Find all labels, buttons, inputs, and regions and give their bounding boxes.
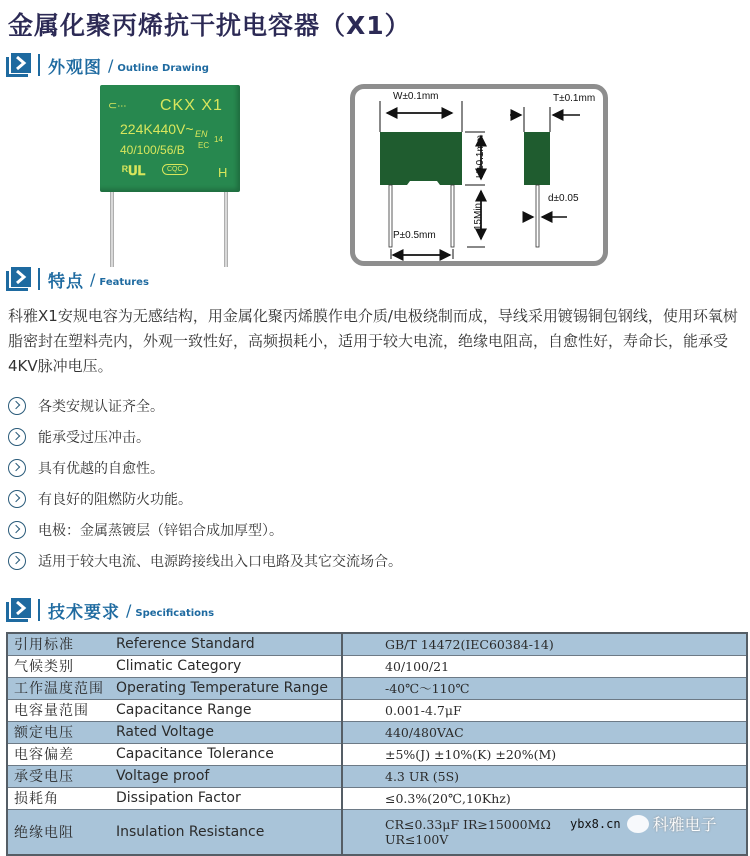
section-slash: /: [108, 55, 114, 75]
spec-name-cn: 承受电压: [7, 765, 110, 787]
pitch-label: P±0.5mm: [393, 230, 436, 241]
spec-name-en: Capacitance Range: [110, 699, 342, 721]
capacitor-model: CKX X1: [160, 97, 223, 114]
ul-mark-icon: ᴿ𝐔𝐋: [122, 163, 146, 178]
section-title-cn: 特点: [48, 271, 84, 292]
spec-value: ±5%(J) ±10%(K) ±20%(M): [342, 743, 747, 765]
feature-item: [8, 421, 402, 452]
cqc-mark: CQC: [162, 164, 188, 175]
section-slash: /: [90, 269, 96, 289]
spec-name-en: Capacitance Tolerance: [110, 743, 342, 765]
features-list: [8, 390, 402, 576]
feature-item: [8, 483, 402, 514]
section-divider: [38, 54, 40, 76]
ec-cert-mark: EC: [198, 141, 210, 150]
capacitor-letter: H: [218, 165, 228, 180]
watermark: [570, 812, 717, 835]
lead-diameter-label: d±0.05: [548, 193, 579, 204]
spec-name-cn: 损耗角: [7, 787, 110, 809]
spec-name-en: Dissipation Factor: [110, 787, 342, 809]
spec-name-cn: 绝缘电阻: [7, 809, 110, 855]
table-row: [7, 765, 747, 787]
chevron-circle-icon: [8, 552, 26, 570]
spec-name-cn: 工作温度范围: [7, 677, 110, 699]
thickness-label: T±0.1mm: [553, 93, 596, 104]
chevron-circle-icon: [8, 459, 26, 477]
feature-item: [8, 545, 402, 576]
section-title-cn: 外观图: [48, 57, 102, 78]
section-slash: /: [126, 600, 132, 620]
spec-name-cn: 电容偏差: [7, 743, 110, 765]
feature-text: 能承受过压冲击。: [38, 429, 150, 446]
chevron-circle-icon: [8, 521, 26, 539]
spec-value-line2: UR≤100V: [385, 831, 449, 847]
spec-name-en: Insulation Resistance: [110, 809, 342, 855]
section-title-en: Specifications: [135, 607, 215, 619]
watermark-name: 科雅电子: [652, 815, 717, 834]
spec-name-en: Rated Voltage: [110, 721, 342, 743]
section-arrow-icon: [6, 598, 32, 622]
section-title-cn: 技术要求: [48, 602, 120, 623]
capacitor-body: [100, 85, 240, 192]
spec-value: 4.3 UR (5S): [342, 765, 747, 787]
feature-text: 有良好的阻燃防火功能。: [38, 491, 192, 508]
spec-name-en: Reference Standard: [110, 633, 342, 655]
page-title: 金属化聚丙烯抗干扰电容器（X1）: [8, 11, 411, 40]
table-row: [7, 655, 747, 677]
feature-item: [8, 514, 402, 545]
cqc-logo-icon: ⊂∙∙∙: [108, 100, 127, 112]
spec-value: 440/480VAC: [342, 721, 747, 743]
en-cert-mark: EN: [195, 129, 208, 139]
spec-name-cn: 气候类别: [7, 655, 110, 677]
spec-name-en: Climatic Category: [110, 655, 342, 677]
dimension-diagram: [350, 84, 608, 266]
spec-name-cn: 额定电压: [7, 721, 110, 743]
spec-value-line1: CR≤0.33μF IR≥15000MΩ: [385, 816, 551, 832]
section-title-en: Features: [99, 276, 149, 288]
capacitor-photo: [100, 85, 245, 270]
spec-name-cn: 引用标准: [7, 633, 110, 655]
cert-number: 14: [214, 135, 223, 144]
chevron-circle-icon: [8, 428, 26, 446]
table-row: [7, 743, 747, 765]
watermark-url: ybx8.cn: [570, 816, 621, 831]
section-divider: [38, 599, 40, 621]
section-divider: [38, 268, 40, 290]
section-title-en: Outline Drawing: [117, 62, 209, 74]
capacitor-lead-right: [224, 192, 228, 267]
spec-name-en: Operating Temperature Range: [110, 677, 342, 699]
section-header-outline: [6, 52, 209, 78]
feature-text: 各类安规认证齐全。: [38, 398, 164, 415]
section-arrow-icon: [6, 53, 32, 77]
table-row: [7, 787, 747, 809]
lead-length-label: 15Min: [473, 202, 485, 231]
feature-text: 具有优越的自愈性。: [38, 460, 164, 477]
table-row: [7, 677, 747, 699]
wechat-icon: [627, 815, 649, 833]
spec-value: 40/100/21: [342, 655, 747, 677]
spec-name-cn: 电容量范围: [7, 699, 110, 721]
table-row: [7, 633, 747, 655]
width-label: W±0.1mm: [393, 91, 439, 102]
chevron-circle-icon: [8, 490, 26, 508]
section-header-specs: [6, 597, 214, 623]
chevron-circle-icon: [8, 397, 26, 415]
spec-value: GB/T 14472(IEC60384-14): [342, 633, 747, 655]
height-label: H±0.1mm: [475, 134, 487, 179]
features-intro: 科雅X1安规电容为无感结构，用金属化聚丙烯膜作电介质/电极绕制而成，导线采用镀锡铜包钢线，使用环氧树脂密封在塑料壳内，外观一致性好，高频损耗小，适用于较大电流，绝缘电阻高，自愈性好，寿命长，能承受4KV脉冲电压。: [8, 307, 738, 375]
feature-item: [8, 452, 402, 483]
feature-item: [8, 390, 402, 421]
spec-value: ≤0.3%(20℃,10Khz): [342, 787, 747, 809]
spec-value: 0.001-4.7μF: [342, 699, 747, 721]
spec-name-en: Voltage proof: [110, 765, 342, 787]
section-header-features: [6, 266, 149, 292]
capacitor-rating: 224K440V~: [120, 121, 194, 137]
spec-value: -40℃～110℃: [342, 677, 747, 699]
capacitor-lead-left: [110, 192, 114, 267]
section-arrow-icon: [6, 267, 32, 291]
table-row: [7, 699, 747, 721]
table-row: [7, 721, 747, 743]
feature-text: 电极：金属蒸镀层（锌铝合成加厚型）。: [38, 522, 283, 539]
capacitor-climatic: 40/100/56/B: [120, 143, 185, 157]
feature-text: 适用于较大电流、电源跨接线出入口电路及其它交流场合。: [38, 553, 402, 570]
